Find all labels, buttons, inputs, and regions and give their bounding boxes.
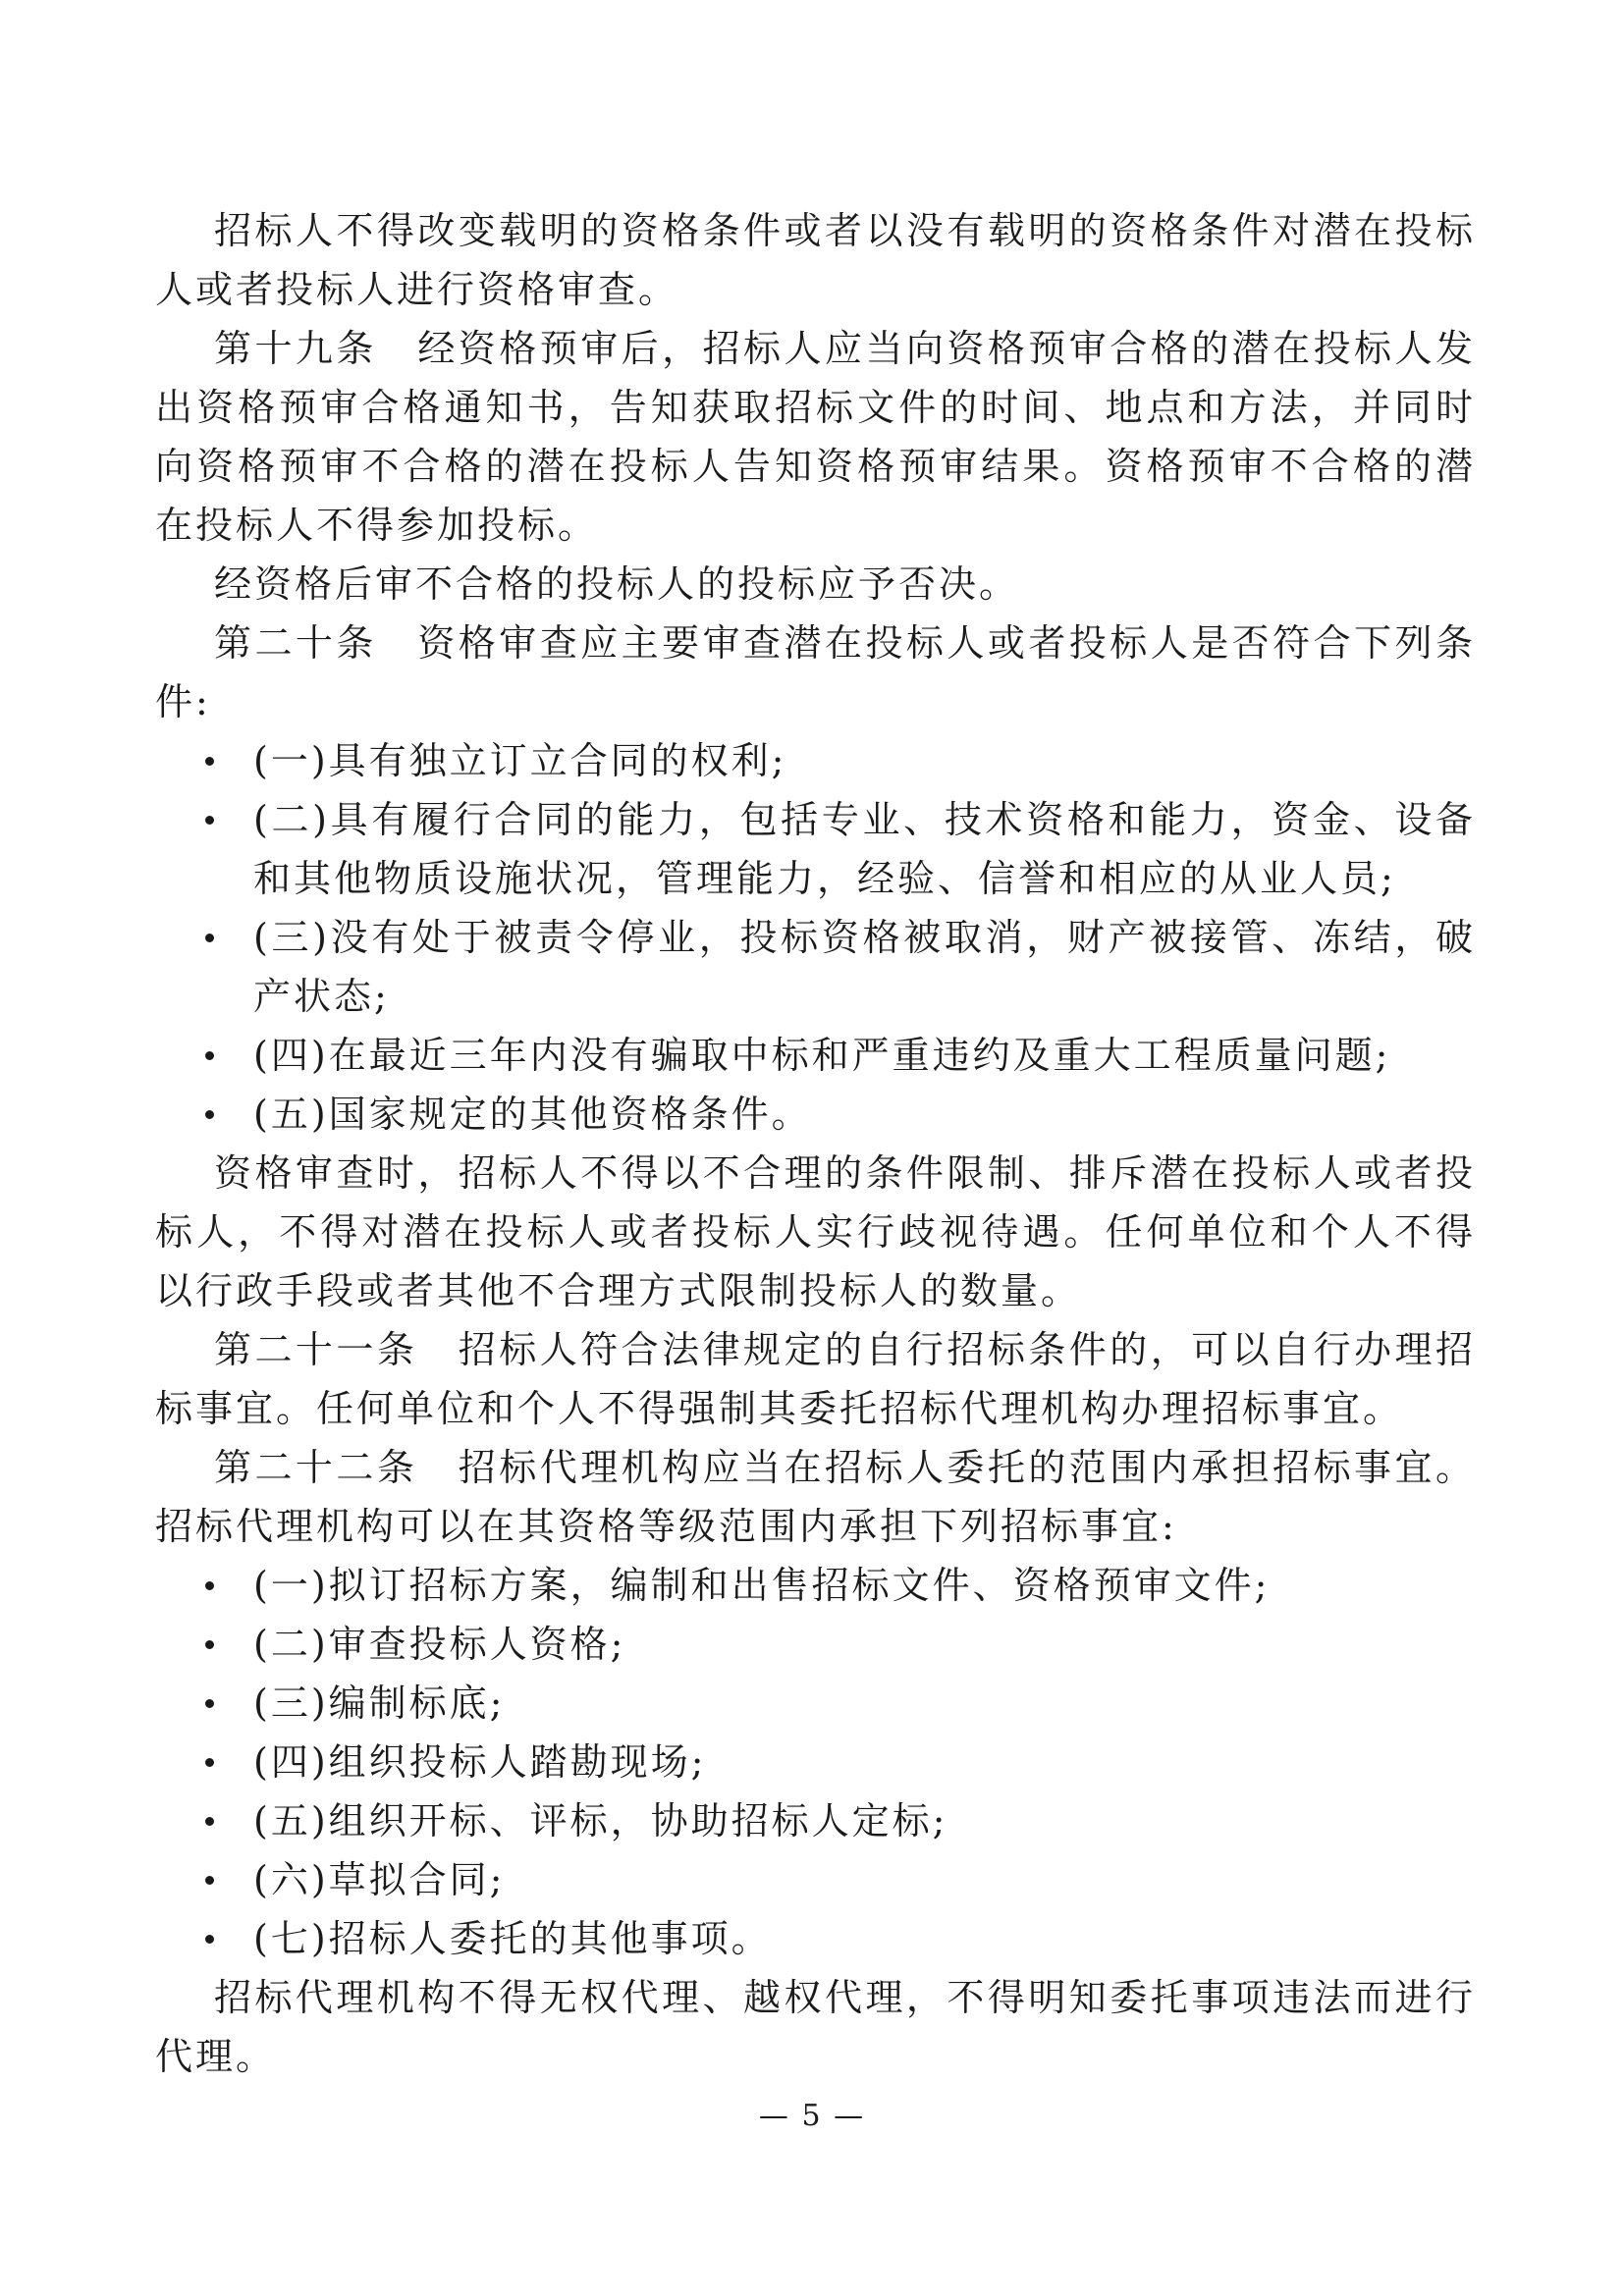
bullet-icon bbox=[205, 1110, 214, 1119]
paragraph-article-20: 第二十条 资格审查应主要审查潜在投标人或者投标人是否符合下列条件: bbox=[155, 621, 1476, 723]
list-item bbox=[155, 790, 1476, 908]
list-item bbox=[155, 1615, 1476, 1674]
paragraph-article-22: 第二十二条 招标代理机构应当在招标人委托的范围内承担招标事宜。招标代理机构可以在其资格等级范围内承担下列招标事宜: bbox=[155, 1446, 1476, 1548]
list-item bbox=[155, 1085, 1476, 1144]
list-item-text: (六)草拟合同; bbox=[253, 1858, 506, 1901]
list-item-text: (四)组织投标人踏勘现场; bbox=[253, 1740, 707, 1784]
bullet-icon bbox=[205, 1581, 214, 1590]
list-item bbox=[155, 731, 1476, 790]
bullet-icon bbox=[205, 757, 214, 766]
list-item bbox=[155, 908, 1476, 1026]
list-item bbox=[155, 1556, 1476, 1615]
list-item-text: (三)没有处于被责令停业，投标资格被取消，财产被接管、冻结，破产状态; bbox=[253, 916, 1476, 1018]
list-item-text: (三)编制标底; bbox=[253, 1682, 506, 1725]
page-number: — 5 — bbox=[758, 2099, 866, 2133]
paragraph-article-19: 第十九条 经资格预审后，招标人应当向资格预审合格的潜在投标人发出资格预审合格通知书，告知获取招标文件的时间、地点和方法，并同时向资格预审不合格的潜在投标人告知资格预审结果。资格预审不合格的潜在投标人不得参加投标。 bbox=[155, 327, 1476, 547]
bullet-icon bbox=[205, 1817, 214, 1826]
closing-paragraph: 招标代理机构不得无权代理、越权代理，不得明知委托事项违法而进行代理。 bbox=[155, 1976, 1476, 2078]
list-item-text: (二)具有履行合同的能力，包括专业、技术资格和能力，资金、设备和其他物质设施状况，管理能力，经验、信誉和相应的从业人员; bbox=[253, 798, 1476, 900]
list-item-text: (一)拟订招标方案，编制和出售招标文件、资格预审文件; bbox=[253, 1564, 1271, 1607]
bullet-icon bbox=[205, 1699, 214, 1708]
bullet-icon bbox=[205, 1051, 214, 1060]
agency-matters-list bbox=[155, 1556, 1476, 1968]
list-item-text: (四)在最近三年内没有骗取中标和严重违约及重大工程质量问题; bbox=[253, 1034, 1391, 1077]
bullet-icon bbox=[205, 1640, 214, 1649]
bullet-icon bbox=[205, 934, 214, 942]
document-body bbox=[155, 201, 1476, 2086]
qualification-conditions-list bbox=[155, 731, 1476, 1144]
bullet-icon bbox=[205, 1758, 214, 1767]
list-item-text: (二)审查投标人资格; bbox=[253, 1623, 626, 1666]
paragraph: 经资格后审不合格的投标人的投标应予否决。 bbox=[214, 562, 1020, 606]
list-item bbox=[155, 1850, 1476, 1909]
bullet-icon bbox=[205, 816, 214, 825]
list-item bbox=[155, 1909, 1476, 1968]
bullet-icon bbox=[205, 1876, 214, 1885]
paragraph: 资格审查时，招标人不得以不合理的条件限制、排斥潜在投标人或者投标人，不得对潜在投标人或者投标人实行歧视待遇。任何单位和个人不得以行政手段或者其他不合理方式限制投标人的数量。 bbox=[155, 1151, 1476, 1312]
paragraph-article-21: 第二十一条 招标人符合法律规定的自行招标条件的，可以自行办理招标事宜。任何单位和个人不得强制其委托招标代理机构办理招标事宜。 bbox=[155, 1328, 1476, 1430]
list-item bbox=[155, 1674, 1476, 1733]
list-item bbox=[155, 1791, 1476, 1850]
bullet-icon bbox=[205, 1935, 214, 1944]
list-item-text: (一)具有独立订立合同的权利; bbox=[253, 739, 787, 782]
paragraph: 招标人不得改变载明的资格条件或者以没有载明的资格条件对潜在投标人或者投标人进行资格审查。 bbox=[155, 209, 1476, 311]
list-item-text: (五)国家规定的其他资格条件。 bbox=[253, 1093, 812, 1136]
list-item-text: (五)组织开标、评标，协助招标人定标; bbox=[253, 1799, 948, 1842]
list-item-text: (七)招标人委托的其他事项。 bbox=[253, 1917, 772, 1960]
list-item bbox=[155, 1026, 1476, 1085]
list-item bbox=[155, 1733, 1476, 1791]
